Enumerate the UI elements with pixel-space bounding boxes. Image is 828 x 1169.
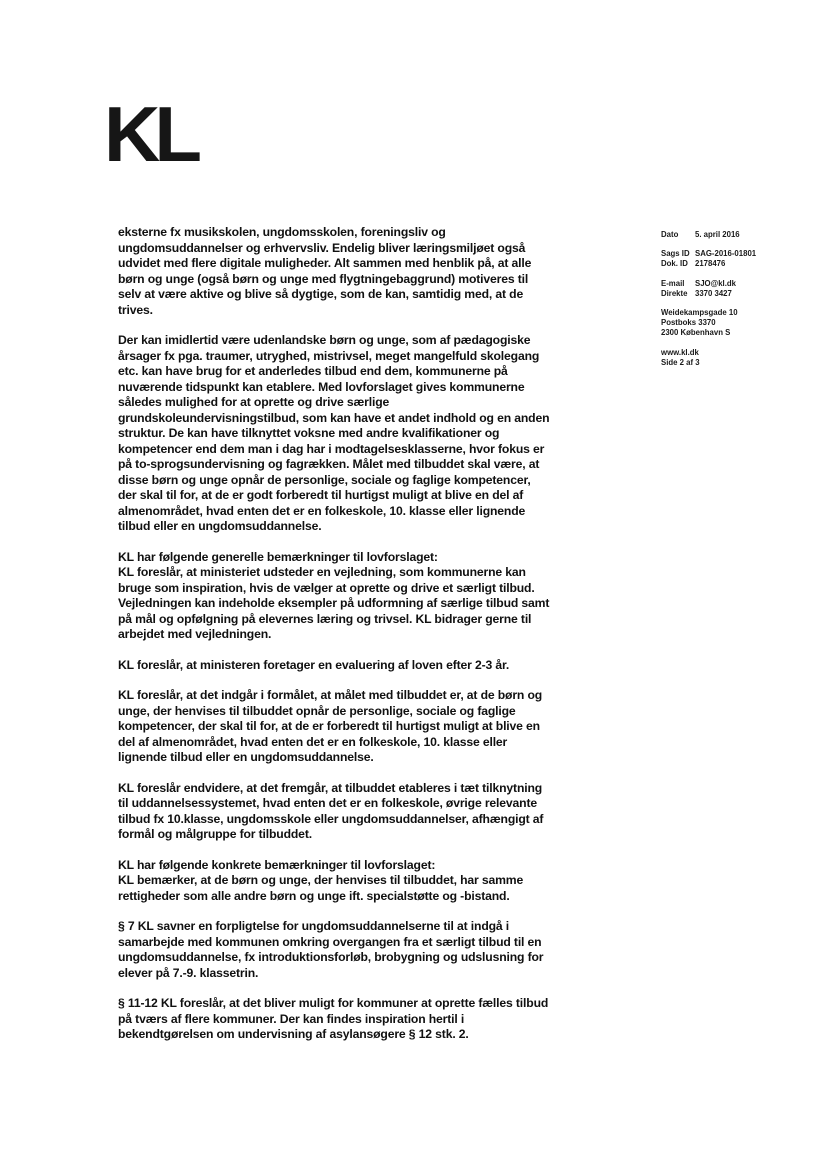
paragraph-2: Der kan imidlertid være udenlandske børn og unge, som af pædagogiske årsager fx pga. traumer, utryghed, mistrivsel, meget mangelfuld skolegang etc. kan have brug for et anderledes tilbud end dem, kommunerne på nuværende tidspunkt kan etablere. Med lovforslaget gives kommunerne således mulighed for at oprette og drive særlige grundskoleundervisningstilbud, som kan have et andet indhold og en anden struktur. De kan have tilknyttet voksne med andre kvalifikationer og kompetencer end dem man i dag har i modtagelsesklasserne, hvor fokus er på to-sprogsundervisning og fagrækken. Målet med tilbuddet skal være, at disse børn og unge opnår de personlige, sociale og faglige kompetencer, der skal til for, at de er godt forberedt til hurtigst muligt at blive en del af almenområdet, hvad enten det er en folkeskole, 10. klasse eller lignende tilbud eller en ungdomsuddannelse. (118, 333, 550, 533)
paragraph-1: eksterne fx musikskolen, ungdomsskolen, foreningsliv og ungdomsuddannelser og erhvervsliv. Endelig bliver læringsmiljøet også udvidet med flere digitale muligheder. Alt sammen med henblik på, at alle børn og unge (også børn og unge med flygtningebaggrund) motiveres til selv at være aktive og blive så dygtige, som de kan, samtidig med, at de trives. (118, 225, 532, 317)
doc-id-label: Dok. ID (661, 259, 688, 269)
kl-logo: KL (104, 90, 196, 178)
date-value: 5. april 2016 (695, 230, 740, 239)
case-id-label: Sags ID (661, 249, 690, 259)
address-line-2: Postboks 3370 (661, 318, 716, 328)
general-remarks-heading: KL har følgende generelle bemærkninger til lovforslaget: (118, 549, 438, 564)
paragraph-6: KL foreslår endvidere, at det fremgår, at tilbuddet etableres i tæt tilknytning til uddannelsessystemet, hvad enten det er en folkeskole, øvrige relevante tilbud fx 10.klasse, ungdomsskole eller ungdomsuddannelser, afhængigt af formål og målgruppe for tilbuddet. (118, 780, 544, 841)
phone-row (661, 289, 791, 299)
paragraph-5: KL foreslår, at det indgår i formålet, at målet med tilbuddet er, at de børn og unge, der henvises til tilbuddet opnår de personlige, sociale og faglige kompetencer, der skal til for, at de er forberedt til hurtigst muligt at blive en del af almenområdet, hvad enten det er en folkeskole, 10. klasse eller lignende tilbud eller en ungdomsuddannelse. (118, 688, 543, 764)
letter-metadata (661, 230, 791, 368)
email-row (661, 279, 791, 289)
website: www.kl.dk (661, 347, 699, 357)
specific-remarks-heading: KL har følgende konkrete bemærkninger til lovforslaget: (118, 857, 436, 872)
general-remarks-section (118, 550, 550, 643)
paragraph-7: KL bemærker, at de børn og unge, der henvises til tilbuddet, har samme rettigheder som alle andre børn og unge ift. specialstøtte og -bistand. (118, 873, 524, 903)
paragraph-3: KL foreslår, at ministeriet udsteder en vejledning, som kommunerne kan bruge som inspiration, hvis de vælger at oprette og drive et særligt tilbud. Vejledningen kan indeholde eksempler på udformning af særlige tilbud samt på mål og opfølgning på elevernes læring og trivsel. KL bidrager gerne til arbejdet med vejledningen. (118, 565, 550, 641)
case-id-row (661, 249, 791, 259)
date-row (661, 230, 791, 240)
paragraph-8: § 7 KL savner en forpligtelse for ungdomsuddannelserne til at indgå i samarbejde med kommunen omkring overgangen fra et særligt tilbud til en ungdomsuddannelse, fx introduktionsforløb, brobygning og udslusning for elever på 7.-9. klassetrin. (118, 919, 544, 980)
email-value: SJO@kl.dk (695, 278, 736, 288)
email-label: E-mail (661, 278, 685, 288)
paragraph-4: KL foreslår, at ministeren foretager en evaluering af loven efter 2-3 år. (118, 657, 510, 672)
doc-id-row (661, 259, 791, 269)
address-line-3: 2300 København S (661, 328, 731, 338)
letter-body (118, 225, 550, 1058)
phone-value: 3370 3427 (695, 288, 732, 298)
address-line-1: Weidekampsgade 10 (661, 308, 738, 318)
page-number: Side 2 af 3 (661, 357, 700, 367)
specific-remarks-section (118, 858, 550, 905)
case-id-value: SAG-2016-01801 (695, 249, 757, 259)
phone-label: Direkte (661, 288, 688, 298)
paragraph-9: § 11-12 KL foreslår, at det bliver muligt for kommuner at oprette fælles tilbud på tværs af flere kommuner. Der kan findes inspiration hertil i bekendtgørelsen om undervisning af asylansøgere § 12 stk. 2. (118, 996, 549, 1041)
doc-id-value: 2178476 (695, 259, 726, 269)
date-label: Dato (661, 230, 679, 239)
